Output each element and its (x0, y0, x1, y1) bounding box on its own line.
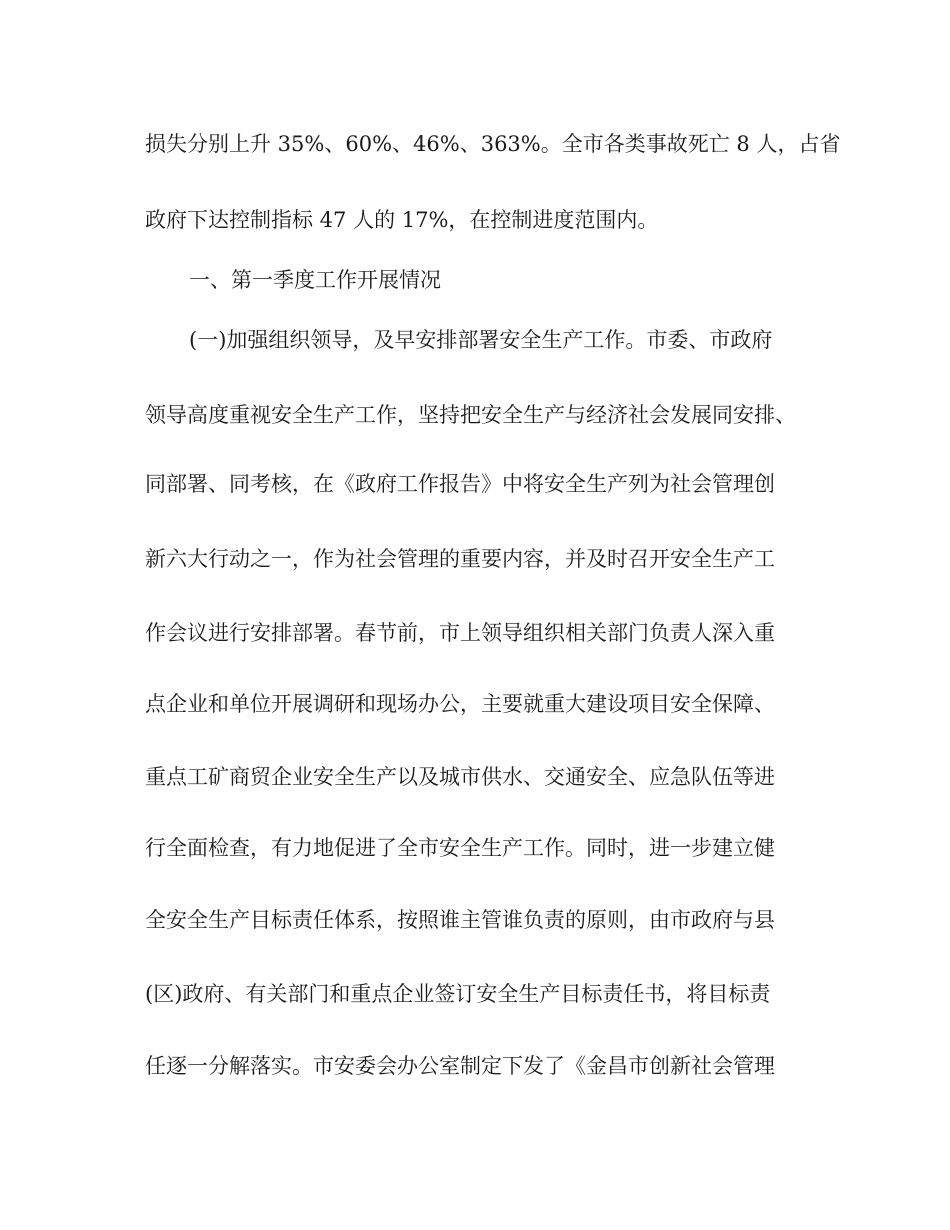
text-line: 领导高度重视安全生产工作，坚持把安全生产与经济社会发展同安排、 (145, 403, 796, 427)
subsection-first-line: (一)加强组织领导，及早安排部署安全生产工作。市委、市政府 (189, 328, 773, 352)
text-line: 作会议进行安排部署。春节前，市上领导组织相关部门负责人深入重 (145, 621, 775, 645)
text-line: 重点工矿商贸企业安全生产以及城市供水、交通安全、应急队伍等进 (145, 765, 775, 789)
text-line: 同部署、同考核，在《政府工作报告》中将安全生产列为社会管理创 (145, 472, 775, 496)
text-line: (区)政府、有关部门和重点企业签订安全生产目标责任书，将目标责 (145, 982, 771, 1006)
text-line: 任逐一分解落实。市安委会办公室制定下发了《金昌市创新社会管理 (145, 1054, 775, 1078)
section-heading: 一、第一季度工作开展情况 (189, 268, 441, 292)
text-line: 行全面检查，有力地促进了全市安全生产工作。同时，进一步建立健 (145, 836, 775, 860)
text-line: 政府下达控制指标 47 人的 17%，在控制进度范围内。 (145, 208, 659, 232)
text-line: 点企业和单位开展调研和现场办公，主要就重大建设项目安全保障、 (145, 692, 775, 716)
text-line: 新六大行动之一，作为社会管理的重要内容，并及时召开安全生产工 (145, 547, 775, 571)
text-line: 损失分别上升 35%、60%、46%、363%。全市各类事故死亡 8 人，占省 (145, 132, 841, 156)
text-line: 全安全生产目标责任体系，按照谁主管谁负责的原则，由市政府与县 (145, 908, 775, 932)
